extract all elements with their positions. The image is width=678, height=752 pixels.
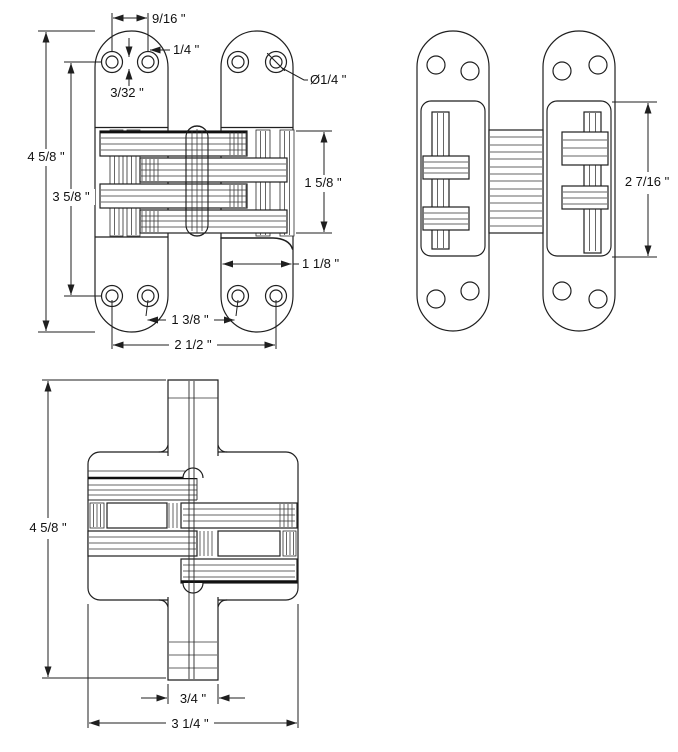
- side-link-stack: [489, 130, 543, 233]
- dim-bottom-link-stem-width-label: 3/4 ": [179, 691, 207, 706]
- front-view: [95, 31, 294, 332]
- dim-front-inner-hole-spacing-label: 1 3/8 ": [171, 312, 209, 327]
- dim-front-top-hole-offset-label: 1/4 ": [173, 42, 200, 57]
- dim-front-leaf-width-label: 1 1/8 ": [302, 256, 340, 271]
- bottom-top-stem: [159, 380, 227, 456]
- dim-bottom-open-body-width-label: 3 1/4 ": [171, 716, 209, 731]
- dim-bottom-overall-length-label: 4 5/8 ": [29, 520, 67, 535]
- dim-front-hole-diameter-label: Ø1/4 ": [310, 72, 347, 87]
- dim-front-hole-edge-gap-label: 3/32 ": [110, 85, 144, 100]
- dim-front-hole-span-label: 3 5/8 ": [52, 189, 90, 204]
- dim-side-pocket-length-label: 2 7/16 ": [624, 174, 670, 189]
- dim-front-top-hole-spacing-label: 9/16 ": [152, 11, 186, 26]
- bottom-view: [88, 380, 298, 680]
- side-view-dimensions: [612, 102, 675, 257]
- side-left-leaf: [417, 31, 489, 331]
- dim-front-overall-length-label: 4 5/8 ": [27, 149, 65, 164]
- bottom-bottom-stem: [159, 597, 227, 680]
- side-right-leaf: [543, 31, 615, 331]
- side-view: [417, 31, 615, 331]
- dim-front-outer-hole-spacing-label: 2 1/2 ": [174, 337, 212, 352]
- dim-front-body-length-label: 1 5/8 ": [304, 175, 342, 190]
